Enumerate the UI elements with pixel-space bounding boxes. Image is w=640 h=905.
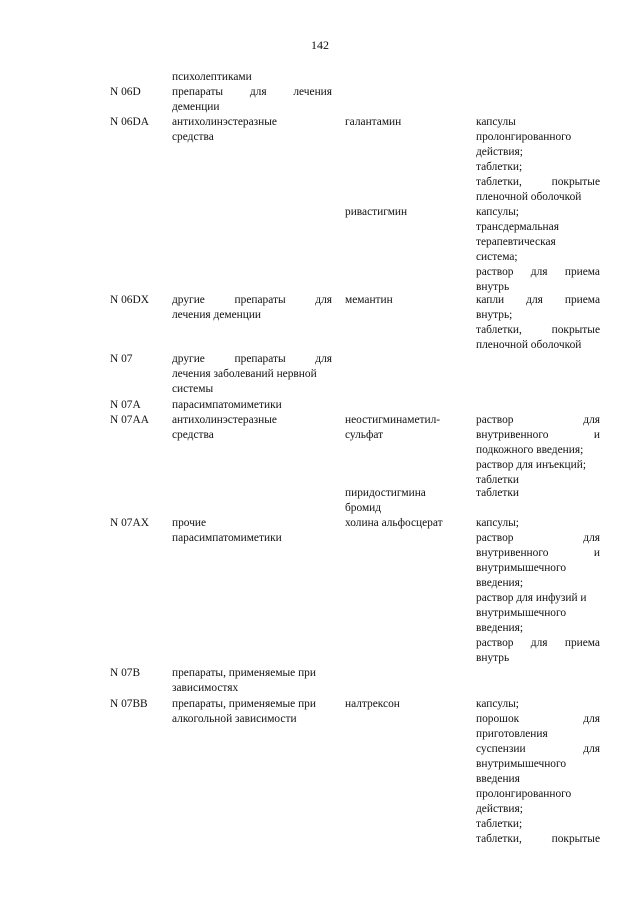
dosage-form: капсулы;: [476, 698, 519, 710]
drug-name: холина альфосцерат: [345, 517, 443, 529]
dosage-form: капли для приема: [476, 294, 600, 306]
dosage-form: введения: [476, 773, 520, 785]
dosage-form: раствор для: [476, 532, 600, 544]
dosage-form: внутримышечного: [476, 758, 567, 770]
group-text: антихолинэстеразные: [172, 414, 277, 426]
group-text: лечения заболеваний нервной: [172, 368, 317, 380]
drug-name: мемантин: [345, 294, 393, 306]
group-text: парасимпатомиметики: [172, 532, 282, 544]
dosage-form: внутрь: [476, 652, 510, 664]
dosage-form: раствор для приема: [476, 266, 600, 278]
atc-code: N 07: [110, 353, 133, 365]
dosage-form: действия;: [476, 146, 523, 158]
group-text: препараты, применяемые при: [172, 667, 316, 679]
dosage-form: приготовления: [476, 728, 548, 740]
group-text: деменции: [172, 101, 220, 113]
dosage-form: терапевтическая: [476, 236, 556, 248]
atc-code: N 07AX: [110, 517, 149, 529]
atc-code: N 06D: [110, 86, 141, 98]
group-text: прочие: [172, 517, 207, 529]
dosage-form: таблетки, покрытые: [476, 833, 600, 845]
dosage-form: внутримышечного: [476, 562, 567, 574]
dosage-form: пленочной оболочкой: [476, 191, 582, 203]
dosage-form: система;: [476, 251, 518, 263]
dosage-form: таблетки;: [476, 818, 523, 830]
dosage-form: внутрь;: [476, 309, 513, 321]
dosage-form: таблетки: [476, 474, 520, 486]
group-text: средства: [172, 131, 214, 143]
atc-code: N 07AA: [110, 414, 149, 426]
group-text: парасимпатомиметики: [172, 399, 282, 411]
dosage-form: пролонгированного: [476, 788, 572, 800]
dosage-form: суспензии для: [476, 743, 600, 755]
drug-name: налтрексон: [345, 698, 400, 710]
dosage-form: внутрь: [476, 281, 510, 293]
atc-code: N 06DA: [110, 116, 149, 128]
dosage-form: введения;: [476, 622, 524, 634]
group-text: средства: [172, 429, 214, 441]
group-text: препараты для лечения: [172, 86, 332, 98]
dosage-form: таблетки, покрытые: [476, 176, 600, 188]
dosage-form: таблетки;: [476, 161, 523, 173]
dosage-form: введения;: [476, 577, 524, 589]
dosage-form: раствор для инъекций;: [476, 459, 587, 471]
group-text: психолептиками: [172, 71, 252, 83]
group-text: другие препараты для: [172, 294, 332, 306]
drug-name: галантамин: [345, 116, 402, 128]
dosage-form: раствор для инфузий и: [476, 592, 587, 604]
page-number: 142: [311, 38, 329, 52]
drug-name: сульфат: [345, 429, 384, 441]
dosage-form: внутривенного и: [476, 429, 600, 441]
drug-name: бромид: [345, 502, 382, 514]
atc-code: N 07A: [110, 399, 141, 411]
group-text: системы: [172, 383, 214, 395]
drug-name: пиридостигмина: [345, 487, 426, 499]
group-text: лечения деменции: [172, 309, 262, 321]
atc-code: N 06DX: [110, 294, 149, 306]
group-text: алкогольной зависимости: [172, 713, 297, 725]
dosage-form: пролонгированного: [476, 131, 572, 143]
dosage-form: внутривенного и: [476, 547, 600, 559]
group-text: зависимостях: [172, 682, 239, 694]
group-text: другие препараты для: [172, 353, 332, 365]
dosage-form: капсулы;: [476, 517, 519, 529]
dosage-form: подкожного введения;: [476, 444, 584, 456]
dosage-form: таблетки, покрытые: [476, 324, 600, 336]
group-text: препараты, применяемые при: [172, 698, 316, 710]
atc-code: N 07B: [110, 667, 141, 679]
group-text: антихолинэстеразные: [172, 116, 277, 128]
dosage-form: порошок для: [476, 713, 600, 725]
dosage-form: раствор для: [476, 414, 600, 426]
dosage-form: капсулы: [476, 116, 516, 128]
dosage-form: таблетки: [476, 487, 520, 499]
dosage-form: капсулы;: [476, 206, 519, 218]
dosage-form: внутримышечного: [476, 607, 567, 619]
dosage-form: трансдермальная: [476, 221, 559, 233]
dosage-form: раствор для приема: [476, 637, 600, 649]
drug-name: неостигминаметил-: [345, 414, 441, 426]
drug-name: ривастигмин: [345, 206, 408, 218]
dosage-form: пленочной оболочкой: [476, 339, 582, 351]
atc-code: N 07BB: [110, 698, 148, 710]
dosage-form: действия;: [476, 803, 523, 815]
